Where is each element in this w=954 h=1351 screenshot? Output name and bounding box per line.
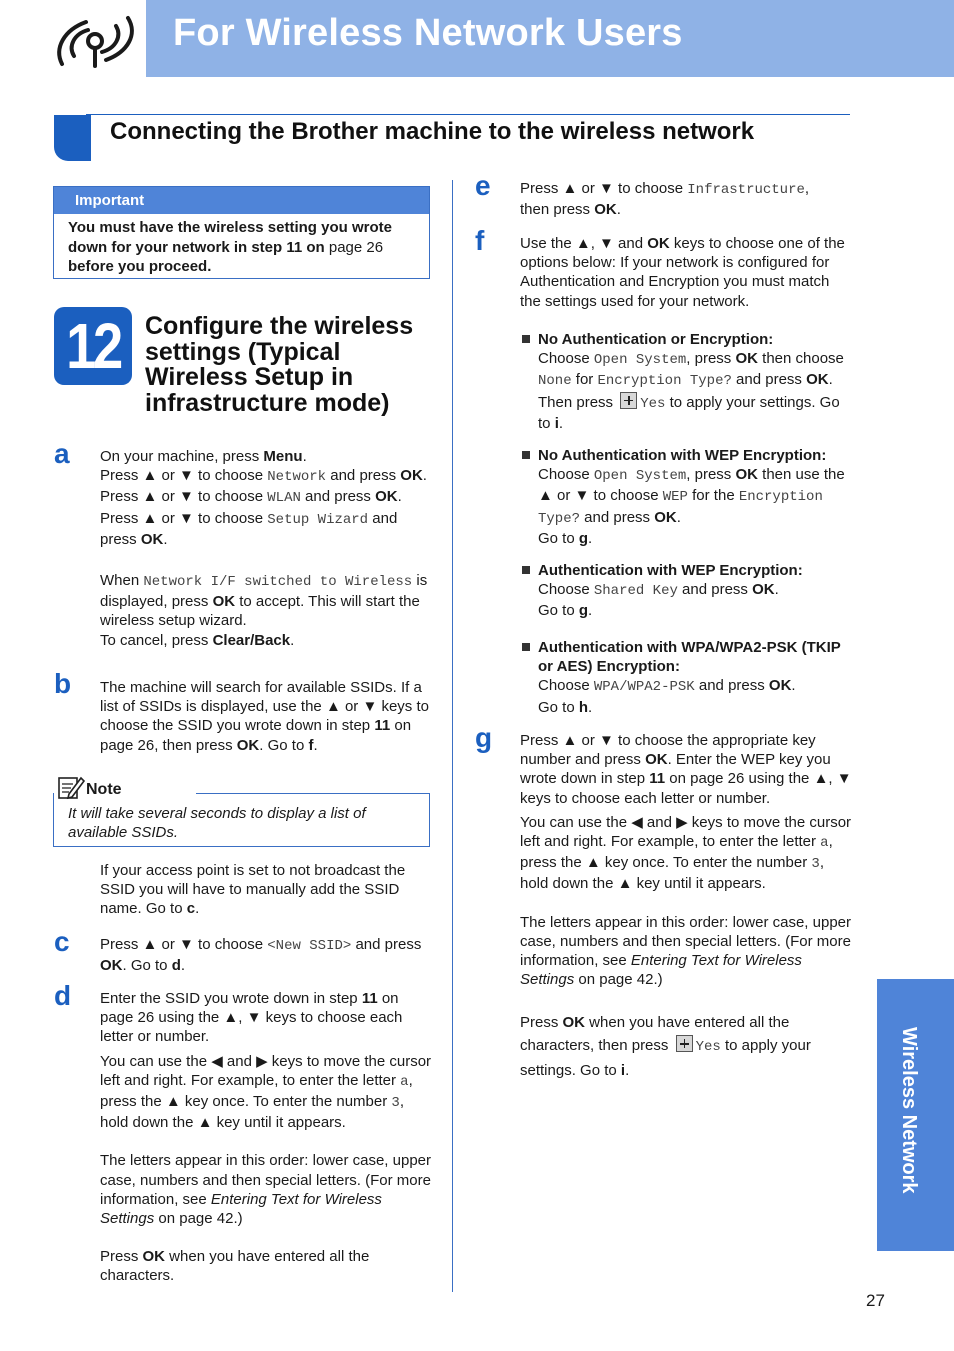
wireless-logo-icon <box>52 8 138 72</box>
note-text: It will take several seconds to display a list of available SSIDs. <box>68 805 366 841</box>
page-number: 27 <box>866 1291 885 1310</box>
step-d-text: Enter the SSID you wrote down in step 11 on page 26 using the ▲, ▼ keys to choose each letter or number. You can use the ◀ and ▶ keys to move the cursor left and right. For example, to enter the letter a, press the ▲ key once. To enter the number 3, hold down the ▲ key until it appears. The letters appear in this order: lower case, upper case, numbers and then special letters. (For more information, see Entering Text for Wireless Settings on page 42.) Press OK when you have entered all the characters. <box>100 990 432 1285</box>
step-f-text: Use the ▲, ▼ and OK keys to choose one of the options below: If your network is configured for Authentication and Encryption you must match the settings used for your network. <box>520 235 845 310</box>
step-b-text: The machine will search for available SSIDs. If a list of SSIDs is displayed, use the ▲ or ▼ keys to choose the SSID you wrote down in step 11 on page 26, then press OK. Go to f. <box>100 679 429 754</box>
option-no-auth-wep: No Authentication with WEP Encryption: Choose Open System, press OK then use the ▲ or ▼ to choose WEP for the Encryption Type? and press OK. Go to g. <box>538 447 845 547</box>
section-rule <box>86 114 850 115</box>
note-rule <box>196 793 429 794</box>
bullet-square <box>522 335 530 343</box>
page-header-title: For Wireless Network Users <box>173 12 683 54</box>
step-letter-c: c <box>54 926 70 957</box>
important-box <box>53 186 430 279</box>
option-no-auth-no-encryption: No Authentication or Encryption: Choose Open System, press OK then choose None for Encryption Type? and press OK. Then press Yes to apply your settings. Go to i. <box>538 331 844 432</box>
option-auth-wpa: Authentication with WPA/WPA2-PSK (TKIP or AES) Encryption: Choose WPA/WPA2-PSK and press OK. Go to h. <box>538 639 841 716</box>
column-divider <box>452 180 453 1292</box>
step-letter-f: f <box>475 225 485 256</box>
side-tab-wireless-network <box>877 979 954 1251</box>
step-letter-b: b <box>54 668 72 699</box>
section-title: Connecting the Brother machine to the wireless network <box>110 118 755 145</box>
plus-key-icon <box>620 392 637 409</box>
plus-key-icon <box>676 1035 693 1052</box>
important-label: Important <box>75 192 145 209</box>
step-c-text: Press ▲ or ▼ to choose <New SSID> and press OK. Go to d. <box>100 936 422 975</box>
bullet-square <box>522 566 530 574</box>
step-letter-g: g <box>475 722 493 753</box>
step-b-continued-text: If your access point is set to not broadcast the SSID you will have to manually add the SSID name. Go to c. <box>100 862 406 918</box>
step-number-badge: 12 <box>54 307 132 385</box>
side-tab-label: Wireless Network <box>898 1027 920 1194</box>
section-tab <box>54 115 91 161</box>
step-e-text: Press ▲ or ▼ to choose Infrastructure, then press OK. <box>520 180 810 219</box>
bullet-square <box>522 643 530 651</box>
step-a-text: On your machine, press Menu. Press ▲ or ▼ to choose Network and press OK. Press ▲ or ▼ to choose WLAN and press OK. Press ▲ or ▼ to choose Setup Wizard and press OK. When Network I/F switched to Wireless is displayed, press OK to accept. This will start the wireless setup wizard. To cancel, press Clear/Back. <box>100 448 428 649</box>
important-text: You must have the wireless setting you wrote down for your network in step 11 on page 26 before you proceed. <box>68 219 392 275</box>
step-letter-e: e <box>475 170 491 201</box>
step-title: Configure the wireless settings (Typical Wireless Setup in infrastructure mode) <box>145 312 414 417</box>
option-auth-wep: Authentication with WEP Encryption: Choose Shared Key and press OK. Go to g. <box>538 562 803 620</box>
step-g-text: Press ▲ or ▼ to choose the appropriate key number and press OK. Enter the WEP key you wrote down in step 11 on page 26 using the ▲, ▼ keys to choose each letter or number. You can use the ◀ and ▶ keys to move the cursor left and right. For example, to enter the letter a, press the ▲ key once. To enter the number 3, hold down the ▲ key until it appears. The letters appear in this order: lower case, upper case, numbers and then special letters. (For more information, see Entering Text for Wireless Settings on page 42.) Press OK when you have entered all the characters, then press Yes to apply your settings. Go to i. <box>520 732 852 1080</box>
note-pencil-icon <box>57 774 85 802</box>
step-letter-a: a <box>54 438 70 469</box>
note-label: Note <box>86 781 122 798</box>
bullet-square <box>522 451 530 459</box>
step-letter-d: d <box>54 980 72 1011</box>
important-header <box>54 187 429 214</box>
